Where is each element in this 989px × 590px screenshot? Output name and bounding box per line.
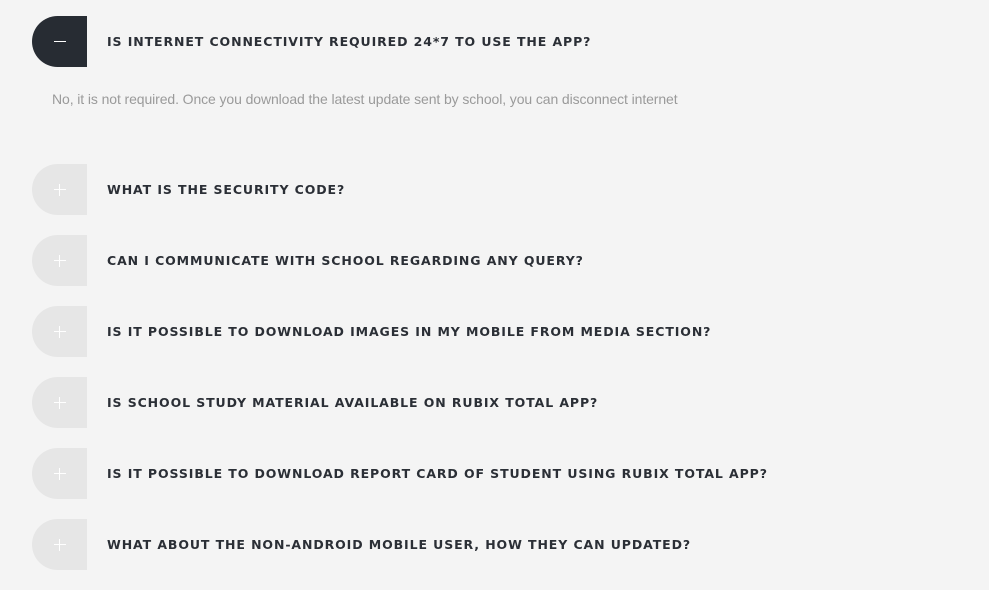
expand-toggle-button[interactable] xyxy=(32,519,87,570)
faq-question-text: IS IT POSSIBLE TO DOWNLOAD IMAGES IN MY MOBILE FROM MEDIA SECTION? xyxy=(107,324,712,339)
faq-question-text: WHAT ABOUT THE NON-ANDROID MOBILE USER, HOW THEY CAN UPDATED? xyxy=(107,537,691,552)
faq-question-header[interactable] xyxy=(32,235,972,286)
faq-item-non-android-user xyxy=(32,519,972,570)
faq-question-text: IS IT POSSIBLE TO DOWNLOAD REPORT CARD OF STUDENT USING RUBIX TOTAL APP? xyxy=(107,466,768,481)
collapse-toggle-button[interactable] xyxy=(32,16,87,67)
faq-item-security-code xyxy=(32,164,972,215)
faq-answer-text: No, it is not required. Once you download the latest update sent by school, you can disconnect internet xyxy=(52,91,678,107)
plus-icon xyxy=(54,184,66,196)
faq-question-text: IS SCHOOL STUDY MATERIAL AVAILABLE ON RUBIX TOTAL APP? xyxy=(107,395,599,410)
expand-toggle-button[interactable] xyxy=(32,448,87,499)
faq-question-header[interactable] xyxy=(32,16,972,67)
expand-toggle-button[interactable] xyxy=(32,377,87,428)
faq-accordion xyxy=(32,16,972,590)
faq-question-header[interactable] xyxy=(32,164,972,215)
plus-icon xyxy=(54,539,66,551)
faq-item-internet-connectivity xyxy=(32,16,972,164)
faq-question-header[interactable] xyxy=(32,306,972,357)
faq-item-study-material xyxy=(32,377,972,428)
faq-question-header[interactable] xyxy=(32,519,972,570)
expand-toggle-button[interactable] xyxy=(32,306,87,357)
plus-icon xyxy=(54,255,66,267)
faq-question-text: IS INTERNET CONNECTIVITY REQUIRED 24*7 TO USE THE APP? xyxy=(107,34,592,49)
expand-toggle-button[interactable] xyxy=(32,164,87,215)
faq-question-header[interactable] xyxy=(32,448,972,499)
plus-icon xyxy=(54,397,66,409)
faq-item-report-card xyxy=(32,448,972,499)
plus-icon xyxy=(54,326,66,338)
faq-item-communicate-school xyxy=(32,235,972,286)
plus-icon xyxy=(54,468,66,480)
faq-question-text: WHAT IS THE SECURITY CODE? xyxy=(107,182,346,197)
faq-question-header[interactable] xyxy=(32,377,972,428)
expand-toggle-button[interactable] xyxy=(32,235,87,286)
faq-question-text: CAN I COMMUNICATE WITH SCHOOL REGARDING ANY QUERY? xyxy=(107,253,584,268)
minus-icon xyxy=(54,36,66,48)
faq-item-download-images xyxy=(32,306,972,357)
